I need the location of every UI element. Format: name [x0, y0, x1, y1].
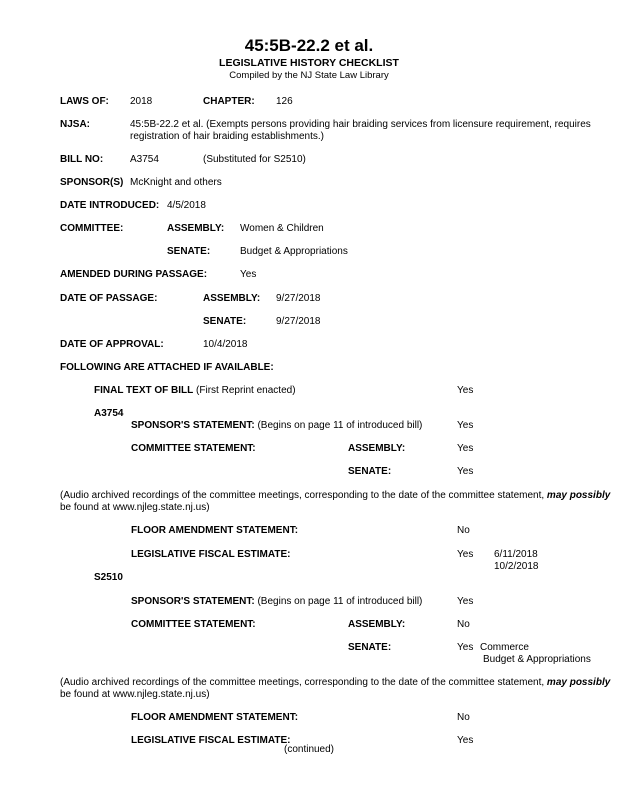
laws-of-label: LAWS OF:: [60, 96, 109, 107]
committee-assembly-value: Women & Children: [240, 223, 324, 234]
s2510-audio-text: (Audio archived recordings of the committee meetings, corresponding to the date of the committee statement,: [60, 677, 547, 688]
committee-label: COMMITTEE:: [60, 223, 124, 234]
s2510-committee-label: COMMITTEE STATEMENT:: [131, 619, 256, 630]
passage-senate-value: 9/27/2018: [276, 316, 321, 327]
sponsors-label: SPONSOR(S): [60, 177, 124, 188]
attached-heading: FOLLOWING ARE ATTACHED IF AVAILABLE:: [60, 362, 274, 373]
s2510-audio-line-1: [60, 677, 610, 689]
passage-assembly-label: ASSEMBLY:: [203, 293, 261, 304]
a3754-assembly-label: ASSEMBLY:: [348, 443, 406, 454]
final-text-row: [94, 385, 296, 397]
amended-label: AMENDED DURING PASSAGE:: [60, 269, 208, 280]
s2510-floor-label: FLOOR AMENDMENT STATEMENT:: [131, 712, 299, 723]
s2510-sponsor-note: (Begins on page 11 of introduced bill): [257, 596, 423, 607]
a3754-audio-line-1: [60, 490, 610, 502]
a3754-floor-label: FLOOR AMENDMENT STATEMENT:: [131, 525, 299, 536]
a3754-sponsor-row: [131, 420, 422, 432]
s2510-heading: S2510: [94, 572, 123, 583]
bill-no-label: BILL NO:: [60, 154, 104, 165]
bill-no-value: A3754: [130, 154, 159, 165]
a3754-fiscal-label: LEGISLATIVE FISCAL ESTIMATE:: [131, 549, 291, 560]
s2510-assembly-value: No: [457, 619, 470, 630]
a3754-senate-label: SENATE:: [348, 466, 392, 477]
a3754-senate-value: Yes: [457, 466, 474, 477]
a3754-audio-emphasis: may possibly: [546, 490, 611, 501]
njsa-line-1: 45:5B-22.2 et al. (Exempts persons providing hair braiding services from licensure requirement, requires: [130, 119, 591, 130]
sponsors-value: McKnight and others: [130, 177, 222, 188]
committee-assembly-label: ASSEMBLY:: [167, 223, 225, 234]
page-title: 45:5B-22.2 et al.: [244, 36, 374, 55]
s2510-sponsor-row: [131, 596, 422, 608]
s2510-floor-value: No: [457, 712, 470, 723]
a3754-sponsor-label: SPONSOR'S STATEMENT:: [131, 420, 255, 431]
bill-no-note: (Substituted for S2510): [203, 154, 306, 165]
s2510-assembly-label: ASSEMBLY:: [348, 619, 406, 630]
a3754-heading: A3754: [94, 408, 124, 419]
final-text-note: (First Reprint enacted): [196, 385, 296, 396]
s2510-senate-value: Yes: [457, 642, 474, 653]
a3754-fiscal-value: Yes: [457, 549, 474, 560]
continued-note: (continued): [283, 744, 335, 755]
chapter-value: 126: [276, 96, 293, 107]
s2510-audio-line-2: be found at www.njleg.state.nj.us): [60, 689, 210, 700]
a3754-sponsor-value: Yes: [457, 420, 474, 431]
a3754-fiscal-date-2: 10/2/2018: [494, 561, 539, 572]
a3754-sponsor-note: (Begins on page 11 of introduced bill): [257, 420, 423, 431]
chapter-label: CHAPTER:: [203, 96, 255, 107]
approval-label: DATE OF APPROVAL:: [60, 339, 164, 350]
s2510-sponsor-value: Yes: [457, 596, 474, 607]
date-introduced-value: 4/5/2018: [167, 200, 206, 211]
final-text-label: FINAL TEXT OF BILL: [94, 385, 194, 396]
passage-assembly-value: 9/27/2018: [276, 293, 321, 304]
s2510-senate-committee-2: Budget & Appropriations: [483, 654, 591, 665]
compiled-by: Compiled by the NJ State Law Library: [229, 70, 389, 81]
njsa-line-2: registration of hair braiding establishments.): [130, 131, 324, 142]
approval-value: 10/4/2018: [203, 339, 248, 350]
a3754-committee-label: COMMITTEE STATEMENT:: [131, 443, 256, 454]
date-introduced-label: DATE INTRODUCED:: [60, 200, 160, 211]
amended-value: Yes: [240, 269, 257, 280]
a3754-assembly-value: Yes: [457, 443, 474, 454]
a3754-floor-value: No: [457, 525, 470, 536]
page-subtitle: LEGISLATIVE HISTORY CHECKLIST: [219, 57, 399, 69]
final-text-value: Yes: [457, 385, 474, 396]
committee-senate-value: Budget & Appropriations: [240, 246, 348, 257]
passage-senate-label: SENATE:: [203, 316, 247, 327]
s2510-fiscal-label: LEGISLATIVE FISCAL ESTIMATE:: [131, 735, 291, 746]
a3754-audio-text: (Audio archived recordings of the committee meetings, corresponding to the date of the committee statement,: [60, 490, 547, 501]
s2510-audio-emphasis: may possibly: [546, 677, 611, 688]
s2510-senate-committee-1: Commerce: [480, 642, 529, 653]
s2510-fiscal-value: Yes: [457, 735, 474, 746]
njsa-label: NJSA:: [60, 119, 91, 130]
a3754-fiscal-date-1: 6/11/2018: [494, 549, 538, 560]
a3754-audio-line-2: be found at www.njleg.state.nj.us): [60, 502, 210, 513]
passage-label: DATE OF PASSAGE:: [60, 293, 158, 304]
s2510-senate-label: SENATE:: [348, 642, 392, 653]
laws-of-value: 2018: [130, 96, 153, 107]
s2510-sponsor-label: SPONSOR'S STATEMENT:: [131, 596, 255, 607]
committee-senate-label: SENATE:: [167, 246, 211, 257]
